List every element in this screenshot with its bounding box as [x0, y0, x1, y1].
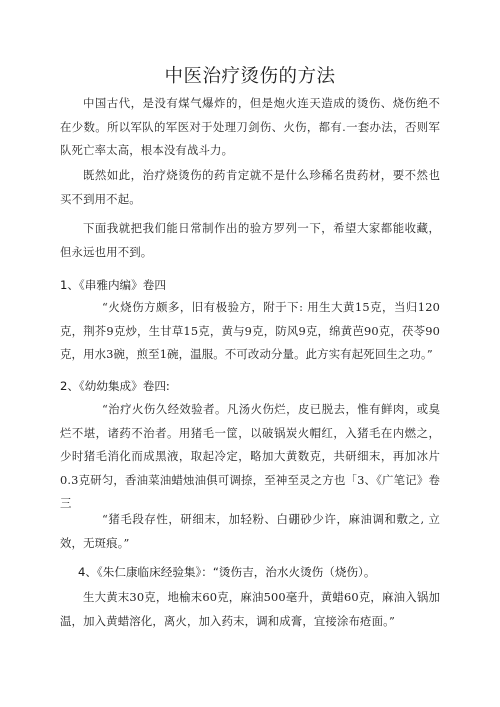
intro-paragraph-2: 既然如此，治疗烧烫伤的药肯定就不是什么珍稀名贵药材，要不然也买不到用不起。: [60, 168, 440, 206]
section-2-heading: 2、《幼幼集成》卷四:: [60, 379, 170, 393]
section-3-body: “猪毛段存性，研细末，加轻粉、白硼砂少许，麻油调和敷之, 立效，无斑痕。”: [60, 512, 440, 550]
intro-paragraph-1: 中国古代，是没有煤气爆炸的，但是炮火连天造成的烫伤、烧伤绝不在少数。所以军队的军医对于处理刀剑伤、火伤，都有.一套办法，否则军队死亡率太高，根本没有战斗力。: [60, 96, 440, 157]
section-2-body: “治疗火伤久经效验者。凡汤火伤烂，皮已脱去，惟有鲜肉，或臭烂不堪，诸药不治者。用猪毛一筐，以破锅炭火帽红，入猪毛在内燃之，少时猪毛消化而成黑液，取起冷定，略加大黄数克，共研细末，再加冰片0.3克研匀，香油菜油蜡烛油俱可调捺，至神至灵之方也「3、《广笔记》卷三: [60, 402, 440, 510]
section-1-heading: 1、《串雅内编》卷四: [60, 278, 166, 292]
section-4-heading: 4、《朱仁康临床经验集》：“烫伤吉，治水火烫伤（烧伤）。: [78, 565, 376, 579]
document-title: 中医治疗烫伤的方法: [164, 66, 336, 87]
intro-paragraph-3: 下面我就把我们能日常制作出的验方罗列一下，希望大家都能收藏，但永远也用不到。: [60, 221, 440, 259]
section-4-body: 生大黄末30克，地榆末60克，麻油500毫升，黄蜡60克，麻油入锅加温，加入黄蜡溶化，离火，加入药末，调和成膏，宜接涂布疮面。”: [60, 590, 440, 628]
section-1-body: “火烧伤方颇多，旧有极验方，附于下: 用生大黄15克，当归120克，荆芥9克炒，生甘草15克，黄与9克，防风9克，绵黄芭90克，茯苓90克，用水3碗，煎至1碗，温服。不可改动分量。此方实有起死回生之功。”: [60, 300, 440, 361]
